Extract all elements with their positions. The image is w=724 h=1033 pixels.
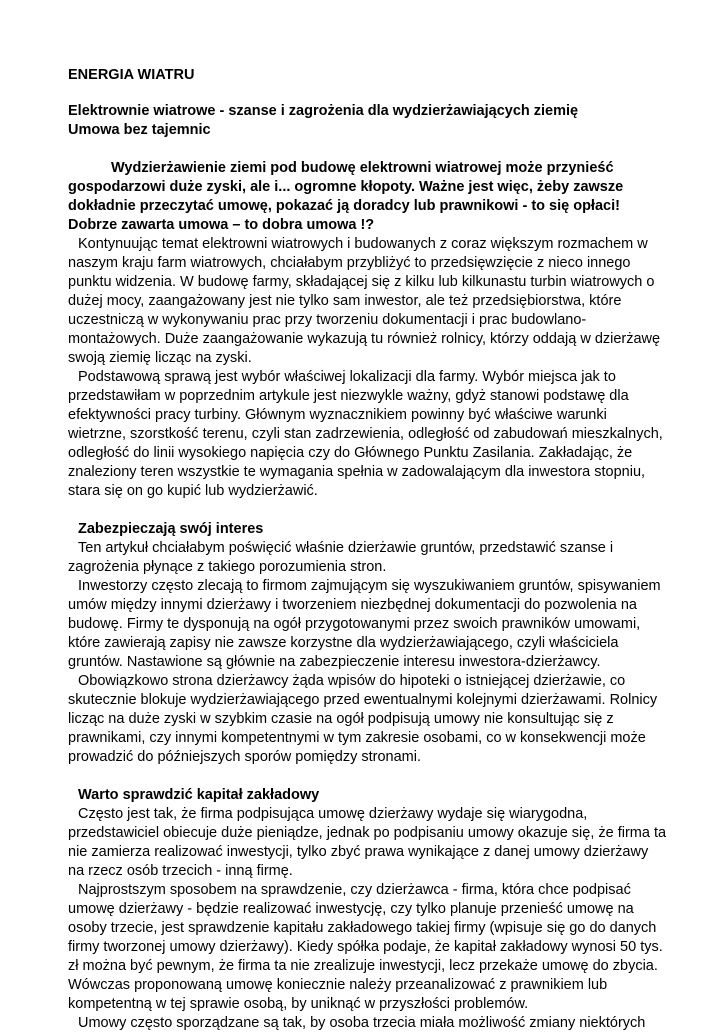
- document-subtitle: [68, 102, 668, 140]
- intro-paragraph: Podstawową sprawą jest wybór właściwej lokalizacji dla farmy. Wybór miejsca jak to przedstawiłam w poprzednim artykule jest niezwykle ważny, gdyż stanowi podstawę dla efektywności pracy turbiny. Głównym wyznacznikiem powinny być właściwe warunki wietrzne, szorstkość terenu, czyli stan zadrzewienia, odległość od zabudowań mieszkalnych, odległość do linii wysokiego napięcia czy do Głównego Punktu Zasilania. Zakładając, że znaleziony teren wszystkie te wymagania spełnia w zadowalającym dla inwestora stopniu, stara się on go kupić lub wydzierżawić.: [68, 369, 663, 499]
- section-share-capital: [68, 786, 668, 1033]
- section-secure-interest: [68, 520, 668, 767]
- section-heading: Warto sprawdzić kapitał zakładowy: [78, 787, 320, 803]
- section-paragraph: Najprostszym sposobem na sprawdzenie, czy dzierżawca - firma, która chce podpisać umowę dzierżawy - będzie realizować inwestycję, czy tylko planuje przenieść umowę na osoby trzecie, jest sprawdzenie kapitału zakładowego takiej firmy (wpisuje się go do danych firmy tworzonej umowy dzierżawy). Kiedy spółka podaje, że kapitał zakładowy wynosi 50 tys. zł można być pewnym, że firma ta nie zrealizuje inwestycji, lecz przekaże umowę do zbycia. Wówczas proponowaną umowę koniecznie należy przeanalizować z prawnikiem lub kompetentną w tej sprawie osobą, by uniknąć w przyszłości problemów.: [68, 882, 663, 1012]
- section-paragraph: Często jest tak, że firma podpisująca umowę dzierżawy wydaje się wiarygodna, przedstawiciel obiecuje duże pieniądze, jednak po podpisaniu umowy okazuje się, że firma ta nie zamierza realizować inwestycji, tylko zbyć prawa wynikające z danej umowy dzierżawy na rzecz osób trzecich - inną firmę.: [68, 806, 667, 879]
- section-paragraph: Inwestorzy często zlecają to firmom zajmującym się wyszukiwaniem gruntów, spisywaniem umów między innymi dzierżawy i tworzeniem niezbędnej dokumentacji do pozwolenia na budowę. Firmy te dysponują na ogół przygotowanymi przez swoich prawników umowami, które zawierają zapisy nie zawsze korzystne dla wydzierżawiającego, czyli właściciela gruntów. Nastawione są głównie na zabezpieczenie interesu inwestora-dzierżawcy.: [68, 578, 661, 670]
- intro-paragraph: Kontynuując temat elektrowni wiatrowych i budowanych z coraz większym rozmachem w naszym kraju farm wiatrowych, chciałabym przybliżyć to przedsięwzięcie z nieco innego punktu widzenia. W budowę farmy, składającej się z kilku lub kilkunastu turbin wiatrowych o dużej mocy, zaangażowany jest nie tylko sam inwestor, ale też przedsiębiorstwa, które uczestniczą w wykonywaniu prac przy tworzeniu dokumentacji i prac budowlano-montażowych. Duże zaangażowanie wykazują tu również rolnicy, którzy oddają w dzierżawę swoją ziemię licząc na zyski.: [68, 236, 661, 366]
- document-title: ENERGIA WIATRU: [68, 67, 195, 83]
- section-heading: Zabezpieczają swój interes: [78, 521, 264, 537]
- section-paragraph: Obowiązkowo strona dzierżawcy żąda wpisów do hipoteki o istniejącej dzierżawie, co skutecznie blokuje wydzierżawiającego przed ewentualnymi kolejnymi dzierżawami. Rolnicy licząc na duże zyski w szybkim czasie na ogół podpisują umowy nie konsultując się z prawnikami, czy innymi kompetentnymi w tym zakresie osobami, co w konsekwencji może prowadzić do późniejszych sporów pomiędzy stronami.: [68, 673, 658, 765]
- subtitle-line: Umowa bez tajemnic: [68, 122, 211, 138]
- document-body: [68, 66, 668, 1033]
- section-paragraph: Ten artykuł chciałabym poświęcić właśnie dzierżawie gruntów, przedstawić szanse i zagrożenia płynące z takiego porozumienia stron.: [68, 540, 614, 575]
- section-paragraph: Umowy często sporządzane są tak, by osoba trzecia miała możliwość zmiany niektórych: [78, 1015, 646, 1031]
- subtitle-line: Elektrownie wiatrowe - szanse i zagrożenia dla wydzierżawiających ziemię: [68, 103, 579, 119]
- lead-paragraph: Wydzierżawienie ziemi pod budowę elektrowni wiatrowej może przynieść gospodarzowi duże zyski, ale i... ogromne kłopoty. Ważne jest więc, żeby zawsze dokładnie przeczytać umowę, pokazać ją doradcy lub prawnikowi - to się opłaci! Dobrze zawarta umowa – to dobra umowa !?: [68, 160, 624, 233]
